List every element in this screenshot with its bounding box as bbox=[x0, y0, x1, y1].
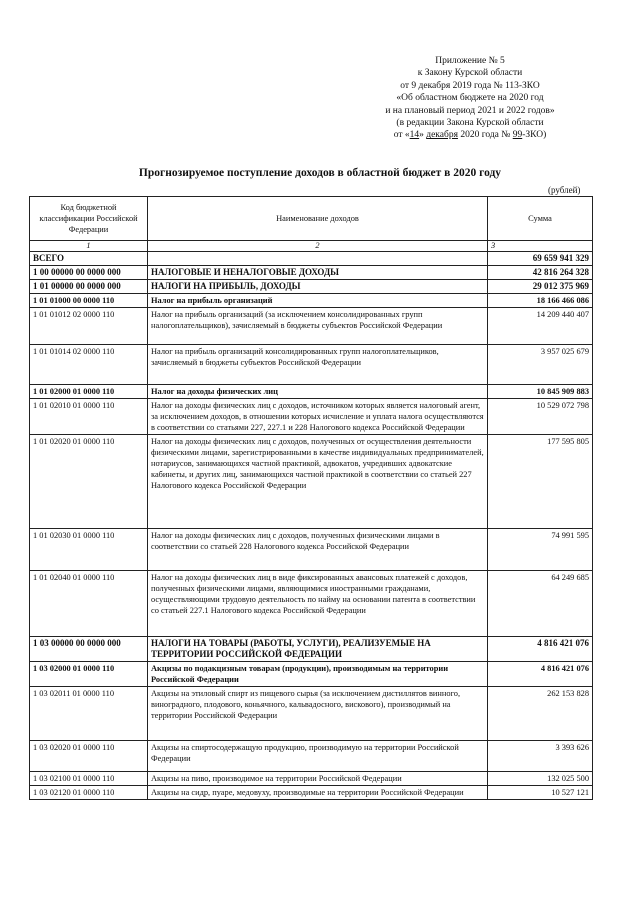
row-name: Налог на доходы физических лиц в виде фиксированных авансовых платежей с доходов, полученных физическими лицами, являющимися иностранными гражданами, осуществляющими трудовую деятельность по найму на основании патента в соответствии со статьей 227.1 Налогового кодекса Российской Федерации bbox=[148, 571, 488, 637]
row-code: 1 01 01014 02 0000 110 bbox=[30, 345, 148, 385]
row-name: НАЛОГОВЫЕ И НЕНАЛОГОВЫЕ ДОХОДЫ bbox=[148, 266, 488, 280]
row-name: Акцизы на этиловый спирт из пищевого сырья (за исключением дистиллятов винного, виноградного, плодового, коньячного, кальвадосного, вискового), производимый на территории Российской Федерации bbox=[148, 687, 488, 741]
row-code: 1 00 00000 00 0000 000 bbox=[30, 266, 148, 280]
table-row bbox=[30, 571, 593, 637]
row-name: Налог на доходы физических лиц bbox=[148, 385, 488, 399]
row-code: 1 01 01000 00 0000 110 bbox=[30, 294, 148, 308]
appendix-line-2: к Закону Курской области bbox=[417, 68, 523, 79]
table-row bbox=[30, 294, 593, 308]
amendment-month: декабря bbox=[426, 130, 458, 141]
table-row bbox=[30, 741, 593, 772]
amendment-number: 99 bbox=[512, 130, 523, 141]
table-row bbox=[30, 529, 593, 571]
row-code: 1 03 02120 01 0000 110 bbox=[30, 786, 148, 800]
row-amount: 3 957 025 679 bbox=[488, 345, 593, 385]
row-code: 1 03 02100 01 0000 110 bbox=[30, 772, 148, 786]
row-amount: 10 845 909 883 bbox=[488, 385, 593, 399]
row-code: 1 03 00000 00 0000 000 bbox=[30, 637, 148, 662]
table-row bbox=[30, 385, 593, 399]
amendment-suffix: -ЗКО) bbox=[522, 130, 547, 141]
row-amount: 4 816 421 076 bbox=[488, 662, 593, 687]
row-amount: 18 166 466 086 bbox=[488, 294, 593, 308]
total-row bbox=[30, 252, 593, 266]
row-code: 1 03 02011 01 0000 110 bbox=[30, 687, 148, 741]
row-amount: 42 816 264 328 bbox=[488, 266, 593, 280]
table-row bbox=[30, 280, 593, 294]
column-number-row bbox=[30, 241, 593, 252]
row-name: Налог на доходы физических лиц с доходов, источником которых является налоговый агент, за исключением доходов, в отношении которых исчисление и уплата налога осуществляются в соответствии со статьями 227, 227.1 и 228 Налогового кодекса Российской Федерации bbox=[148, 399, 488, 435]
amendment-day: 14 bbox=[409, 130, 420, 141]
row-amount: 29 012 375 969 bbox=[488, 280, 593, 294]
table-row bbox=[30, 687, 593, 741]
table-row bbox=[30, 772, 593, 786]
amendment-date-prefix: от « bbox=[393, 130, 410, 141]
table-row bbox=[30, 266, 593, 280]
row-name: НАЛОГИ НА ПРИБЫЛЬ, ДОХОДЫ bbox=[148, 280, 488, 294]
table-row bbox=[30, 662, 593, 687]
row-amount: 177 595 805 bbox=[488, 435, 593, 529]
row-code: 1 01 02030 01 0000 110 bbox=[30, 529, 148, 571]
total-amount: 69 659 941 329 bbox=[488, 252, 593, 266]
total-label: ВСЕГО bbox=[30, 252, 148, 266]
row-amount: 64 249 685 bbox=[488, 571, 593, 637]
row-name: Налог на прибыль организаций (за исключением консолидированных групп налогоплательщиков), зачисляемый в бюджеты субъектов Российской Федерации bbox=[148, 308, 488, 345]
table-row bbox=[30, 308, 593, 345]
appendix-line-5: и на плановый период 2021 и 2022 годов» bbox=[385, 105, 555, 116]
row-name: Акцизы на сидр, пуаре, медовуху, производимые на территории Российской Федерации bbox=[148, 786, 488, 800]
table-row bbox=[30, 637, 593, 662]
table-row bbox=[30, 399, 593, 435]
page-title: Прогнозируемое поступление доходов в областной бюджет в 2020 году bbox=[138, 167, 502, 179]
row-amount: 4 816 421 076 bbox=[488, 637, 593, 662]
row-amount: 3 393 626 bbox=[488, 741, 593, 772]
column-number: 3 bbox=[488, 241, 593, 252]
appendix-block bbox=[370, 55, 570, 142]
row-name: Акцизы на спиртосодержащую продукцию, производимую на территории Российской Федерации bbox=[148, 741, 488, 772]
name-column-header: Наименование доходов bbox=[148, 197, 488, 241]
row-code: 1 01 02020 01 0000 110 bbox=[30, 435, 148, 529]
units-label: (рублей) bbox=[548, 185, 581, 195]
row-amount: 74 991 595 bbox=[488, 529, 593, 571]
revenue-table bbox=[29, 196, 593, 800]
row-code: 1 01 02010 01 0000 110 bbox=[30, 399, 148, 435]
header-row bbox=[30, 197, 593, 241]
amendment-date-middle: 2020 года № bbox=[457, 130, 513, 141]
appendix-line-3: от 9 декабря 2019 года № 113-ЗКО bbox=[400, 80, 540, 91]
total-name-cell bbox=[148, 252, 488, 266]
row-amount: 14 209 440 407 bbox=[488, 308, 593, 345]
table-row bbox=[30, 435, 593, 529]
appendix-line-7 bbox=[370, 129, 570, 141]
column-number: 2 bbox=[148, 241, 488, 252]
appendix-line-4: «Об областном бюджете на 2020 год bbox=[396, 93, 544, 104]
row-name: Акцизы на пиво, производимое на территории Российской Федерации bbox=[148, 772, 488, 786]
row-amount: 262 153 828 bbox=[488, 687, 593, 741]
appendix-line-1: Приложение № 5 bbox=[435, 56, 505, 66]
row-amount: 132 025 500 bbox=[488, 772, 593, 786]
row-code: 1 01 00000 00 0000 000 bbox=[30, 280, 148, 294]
row-amount: 10 529 072 798 bbox=[488, 399, 593, 435]
row-code: 1 03 02000 01 0000 110 bbox=[30, 662, 148, 687]
amendment-date-mid: » bbox=[419, 130, 427, 141]
appendix-line-6: (в редакции Закона Курской области bbox=[396, 118, 544, 129]
row-name: НАЛОГИ НА ТОВАРЫ (РАБОТЫ, УСЛУГИ), РЕАЛИЗУЕМЫЕ НА ТЕРРИТОРИИ РОССИЙСКОЙ ФЕДЕРАЦИИ bbox=[148, 637, 488, 662]
row-code: 1 01 02000 01 0000 110 bbox=[30, 385, 148, 399]
table-row bbox=[30, 786, 593, 800]
row-code: 1 01 02040 01 0000 110 bbox=[30, 571, 148, 637]
row-amount: 10 527 121 bbox=[488, 786, 593, 800]
table-row bbox=[30, 345, 593, 385]
code-column-header: Код бюджетной классификации Российской Федерации bbox=[30, 197, 148, 241]
row-name: Налог на доходы физических лиц с доходов, полученных физическими лицами в соответствии со статьей 228 Налогового кодекса Российской Федерации bbox=[148, 529, 488, 571]
amount-column-header: Сумма bbox=[488, 197, 593, 241]
row-code: 1 03 02020 01 0000 110 bbox=[30, 741, 148, 772]
column-number: 1 bbox=[30, 241, 148, 252]
row-name: Налог на прибыль организаций консолидированных групп налогоплательщиков, зачисляемый в бюджеты субъектов Российской Федерации bbox=[148, 345, 488, 385]
row-name: Налог на доходы физических лиц с доходов, полученных от осуществления деятельности физическими лицами, зарегистрированными в качестве индивидуальных предпринимателей, нотариусов, занимающихся частной практикой, адвокатов, учредивших адвокатские кабинеты, и других лиц, занимающихся частной практикой в соответствии со статьей 227 Налогового кодекса Российской Федерации bbox=[148, 435, 488, 529]
row-name: Налог на прибыль организаций bbox=[148, 294, 488, 308]
row-code: 1 01 01012 02 0000 110 bbox=[30, 308, 148, 345]
row-name: Акцизы по подакцизным товарам (продукции), производимым на территории Российской Федерации bbox=[148, 662, 488, 687]
